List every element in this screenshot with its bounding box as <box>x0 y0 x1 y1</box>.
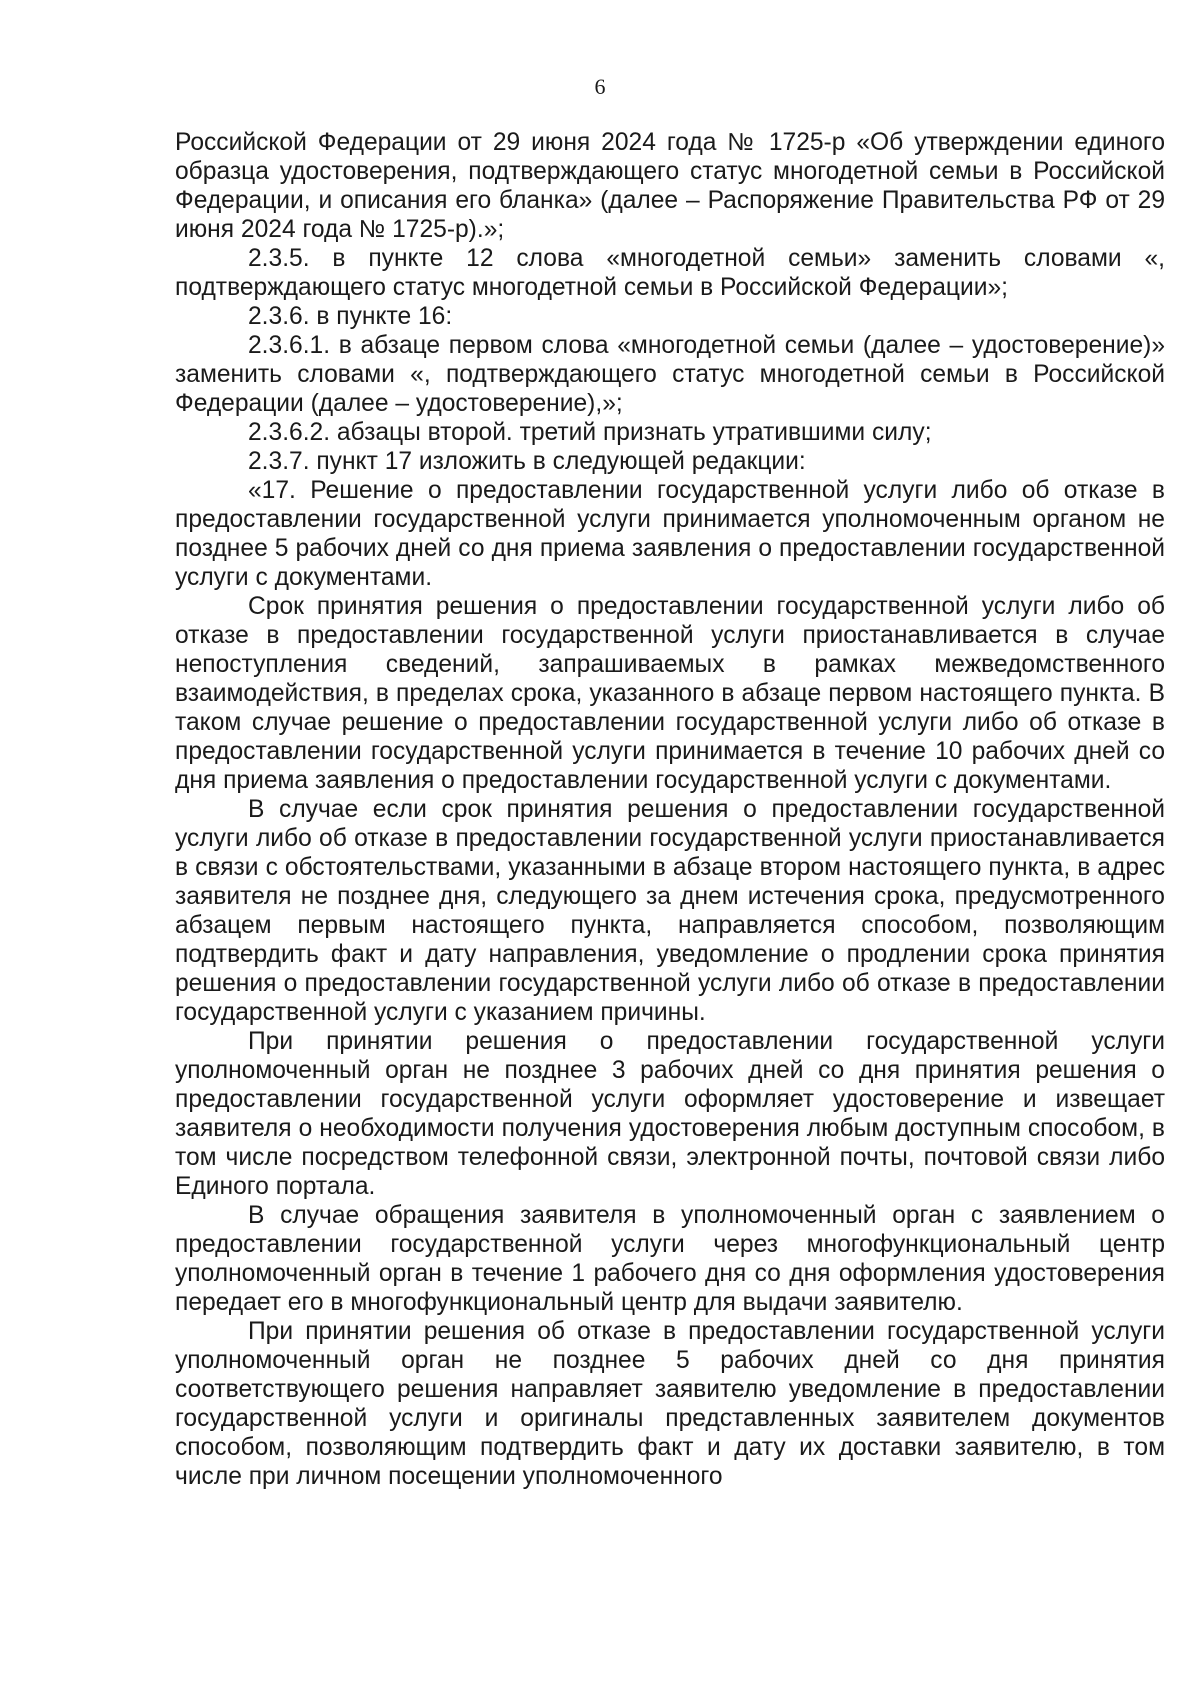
paragraph-extension-notice: В случае если срок принятия решения о предоставлении государственной услуги либо об отказе в предоставлении государственной услуги приостанавливается в связи с обстоятельствами, указанными в абзаце втором настоящего пункта, в адрес заявителя не позднее дня, следующего за днем истечения срока, предусмотренного абзацем первым настоящего пункта, направляется способом, позволяющим подтвердить факт и дату направления, уведомление о продлении срока принятия решения о предоставлении государственной услуги либо об отказе в предоставлении государственной услуги с указанием причины. <box>175 796 1165 1026</box>
page-number: 6 <box>594 74 606 99</box>
paragraph-item-2-3-6: 2.3.6. в пункте 16: <box>248 303 453 330</box>
paragraph-approval-decision: При принятии решения о предоставлении государственной услуги уполномоченный орган не позднее 3 рабочих дней со дня принятия решения о предоставлении государственной услуги оформляет удостоверение и извещает заявителя о необходимости получения удостоверения любым доступным способом, в том числе посредством телефонной связи, электронной почты, почтовой связи либо Единого портала. <box>175 1028 1165 1200</box>
document-body <box>175 128 1165 1491</box>
paragraph-refusal-decision: При принятии решения об отказе в предоставлении государственной услуги уполномоченный орган не позднее 5 рабочих дней со дня принятия соответствующего решения направляет заявителю уведомление в предоставлении государственной услуги и оригиналы представленных заявителем документов способом, позволяющим подтвердить факт и дату их доставки заявителю, в том числе при личном посещении уполномоченного <box>175 1318 1165 1490</box>
paragraph-item-2-3-6-2: 2.3.6.2. абзацы второй. третий признать утратившими силу; <box>248 419 932 446</box>
paragraph-mfc-transfer: В случае обращения заявителя в уполномоченный орган с заявлением о предоставлении государственной услуги через многофункциональный центр уполномоченный орган в течение 1 рабочего дня со дня оформления удостоверения передает его в многофункциональный центр для выдачи заявителю. <box>175 1202 1165 1316</box>
paragraph-item-2-3-7: 2.3.7. пункт 17 изложить в следующей редакции: <box>248 448 806 475</box>
paragraph-suspension-term: Срок принятия решения о предоставлении государственной услуги либо об отказе в предоставлении государственной услуги приостанавливается в случае непоступления сведений, запрашиваемых в рамках межведомственного взаимодействия, в пределах срока, указанного в абзаце первом настоящего пункта. В таком случае решение о предоставлении государственной услуги либо об отказе в предоставлении государственной услуги принимается в течение 10 рабочих дней со дня приема заявления о предоставлении государственной услуги с документами. <box>175 593 1165 794</box>
paragraph-item-2-3-6-1: 2.3.6.1. в абзаце первом слова «многодетной семьи (далее – удостоверение)» заменить словами «, подтверждающего статус многодетной семьи в Российской Федерации (далее – удостоверение),»; <box>175 332 1165 417</box>
paragraph-clause-17: «17. Решение о предоставлении государственной услуги либо об отказе в предоставлении государственной услуги принимается уполномоченным органом не позднее 5 рабочих дней со дня приема заявления о предоставлении государственной услуги с документами. <box>175 477 1165 591</box>
paragraph-continuation: Российской Федерации от 29 июня 2024 года № 1725-р «Об утверждении единого образца удостоверения, подтверждающего статус многодетной семьи в Российской Федерации, и описания его бланка» (далее – Распоряжение Правительства РФ от 29 июня 2024 года № 1725-р).»; <box>175 129 1165 243</box>
paragraph-item-2-3-5: 2.3.5. в пункте 12 слова «многодетной семьи» заменить словами «, подтверждающего статус многодетной семьи в Российской Федерации»; <box>175 245 1165 301</box>
